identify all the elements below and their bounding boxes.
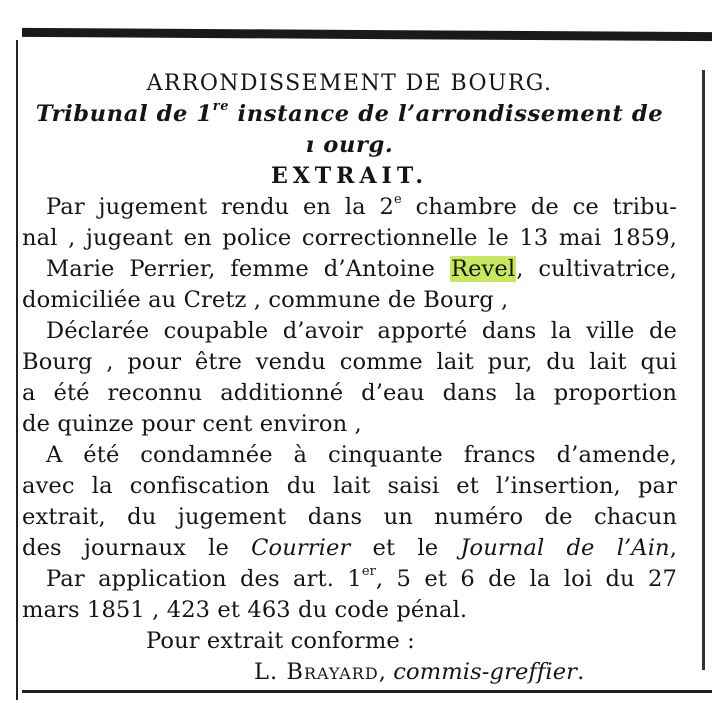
signature-line-2 <box>22 657 677 688</box>
body-line-7: a été reconnu additionné d’eau dans la proportion <box>22 380 677 406</box>
body-sup: er <box>361 564 376 580</box>
notice-column <box>22 68 677 688</box>
left-column-edge <box>16 40 18 700</box>
body-text: chambre de ce tribu- <box>401 194 677 220</box>
body-line-6: Bourg , pour être vendu comme lait pur, du lait qui <box>22 349 677 375</box>
body-line-8: de quinze pour cent environ , <box>22 411 362 437</box>
body-sup: e <box>394 192 402 208</box>
top-rule <box>22 28 712 41</box>
newspaper-name: Courrier <box>251 535 351 561</box>
tribunal-line-1 <box>22 99 677 130</box>
section-title: EXTRAIT. <box>270 163 429 189</box>
body-line-10: avec la confiscation du lait saisi et l’insertion, par <box>22 473 677 499</box>
tribunal-line-2: ı ourg. <box>305 132 394 158</box>
tribunal-text-2: instance de l’arrondissement de <box>229 101 664 127</box>
body-line-12 <box>22 533 677 564</box>
body-text: , 5 et 6 de la loi du 27 <box>375 566 677 592</box>
body-line-11: extrait, du jugement dans un numéro de chacun <box>22 504 677 530</box>
bottom-rule <box>22 690 712 693</box>
body-line-14: mars 1851 , 423 et 463 du code pénal. <box>22 597 468 623</box>
signature-punct: . <box>577 659 585 685</box>
body-text: et le <box>350 535 461 561</box>
signatory-name: L. Brayard <box>254 659 379 685</box>
newspaper-name: Journal de l’Ain <box>460 535 670 561</box>
body-line-9: A été condamnée à cinquante francs d’amende, <box>46 442 677 468</box>
signature-punct: , <box>378 659 394 685</box>
body-text: Par application des art. 1 <box>46 566 362 592</box>
body-text: Marie Perrier, femme d’Antoine <box>46 256 450 282</box>
signatory-title: commis-greffier <box>393 659 578 685</box>
body-line-2: nal , jugeant en police correctionnelle le 13 mai 1859, <box>22 225 677 251</box>
signature-line-1: Pour extrait conforme : <box>146 628 415 654</box>
body-text: Par jugement rendu en la 2 <box>46 194 395 220</box>
body-text: , <box>669 535 678 561</box>
tribunal-sup: re <box>212 99 230 115</box>
header-heading: ARRONDISSEMENT DE BOURG. <box>146 71 553 96</box>
right-column-rule <box>702 70 705 670</box>
body-line-1 <box>22 192 677 223</box>
body-line-3 <box>22 254 677 285</box>
body-text: , cultivatrice, <box>516 256 677 282</box>
body-text: des journaux le <box>22 535 252 561</box>
tribunal-text: Tribunal de 1 <box>35 101 213 127</box>
body-line-4: domiciliée au Cretz , commune de Bourg , <box>22 287 509 313</box>
body-line-13 <box>22 564 677 595</box>
highlighted-word: Revel <box>450 256 516 282</box>
body-line-5: Déclarée coupable d’avoir apporté dans la ville de <box>46 318 677 344</box>
